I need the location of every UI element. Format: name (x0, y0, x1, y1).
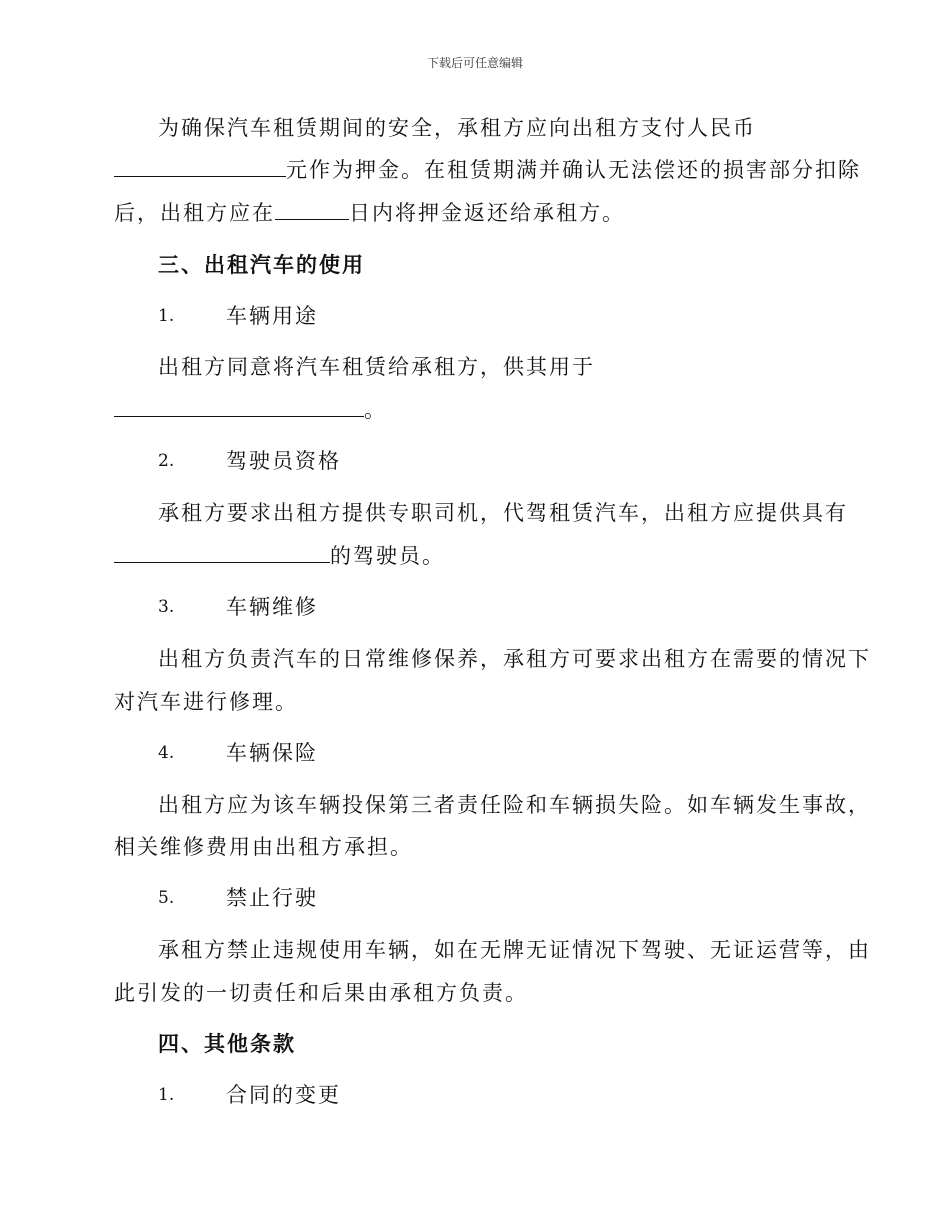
item-title-prohibited-driving: 禁止行驶 (226, 886, 318, 910)
driver-qualification-line2 (114, 542, 445, 570)
deposit-paragraph-line3-before: 后，出租方应在 (114, 201, 275, 225)
deposit-paragraph-line3 (114, 199, 625, 227)
vehicle-use-line2 (114, 396, 387, 424)
section-heading-4: 四、其他条款 (158, 1031, 296, 1056)
item-title-vehicle-insurance: 车辆保险 (226, 741, 318, 765)
vehicle-use-blank[interactable] (114, 396, 364, 417)
deposit-paragraph-line2-text: 元作为押金。在租赁期满并确认无法偿还的损害部分扣除 (286, 158, 861, 182)
item-number-1: 1. (158, 306, 175, 326)
item-number-6: 1. (158, 1085, 175, 1105)
vehicle-use-line2-text: 。 (364, 398, 387, 422)
page-header: 下载后可任意编辑 (426, 56, 523, 70)
prohibited-driving-line2: 此引发的一切责任和后果由承租方负责。 (114, 981, 528, 1005)
item-number-3: 3. (158, 597, 175, 617)
driver-qualification-line1: 承租方要求出租方提供专职司机，代驾租赁汽车，出租方应提供具有 (158, 501, 848, 525)
vehicle-use-line1: 出租方同意将汽车租赁给承租方，供其用于 (158, 355, 595, 379)
deposit-paragraph-line3-after: 日内将押金返还给承租方。 (349, 201, 625, 225)
deposit-paragraph-line2 (114, 156, 861, 184)
item-title-vehicle-maintenance: 车辆维修 (226, 595, 318, 619)
item-title-vehicle-use: 车辆用途 (226, 304, 318, 328)
return-days-blank[interactable] (275, 199, 349, 220)
section-heading-3: 三、出租汽车的使用 (158, 252, 365, 277)
deposit-paragraph-line1: 为确保汽车租赁期间的安全，承租方应向出租方支付人民币 (158, 116, 756, 140)
vehicle-insurance-line1: 出租方应为该车辆投保第三者责任险和车辆损失险。如车辆发生事故， (158, 793, 871, 817)
driver-qualification-line2-text: 的驾驶员。 (330, 544, 445, 568)
item-title-driver-qualification: 驾驶员资格 (226, 449, 341, 473)
driver-qualification-blank[interactable] (114, 542, 330, 563)
prohibited-driving-line1: 承租方禁止违规使用车辆，如在无牌无证情况下驾驶、无证运营等，由 (158, 938, 871, 962)
item-number-4: 4. (158, 743, 175, 763)
item-title-contract-change: 合同的变更 (226, 1083, 341, 1107)
deposit-amount-blank[interactable] (114, 156, 286, 177)
vehicle-insurance-line2: 相关维修费用由出租方承担。 (114, 835, 413, 859)
vehicle-maintenance-line1: 出租方负责汽车的日常维修保养，承租方可要求出租方在需要的情况下 (158, 647, 871, 671)
item-number-5: 5. (158, 888, 175, 908)
item-number-2: 2. (158, 451, 175, 471)
vehicle-maintenance-line2: 对汽车进行修理。 (114, 690, 298, 714)
